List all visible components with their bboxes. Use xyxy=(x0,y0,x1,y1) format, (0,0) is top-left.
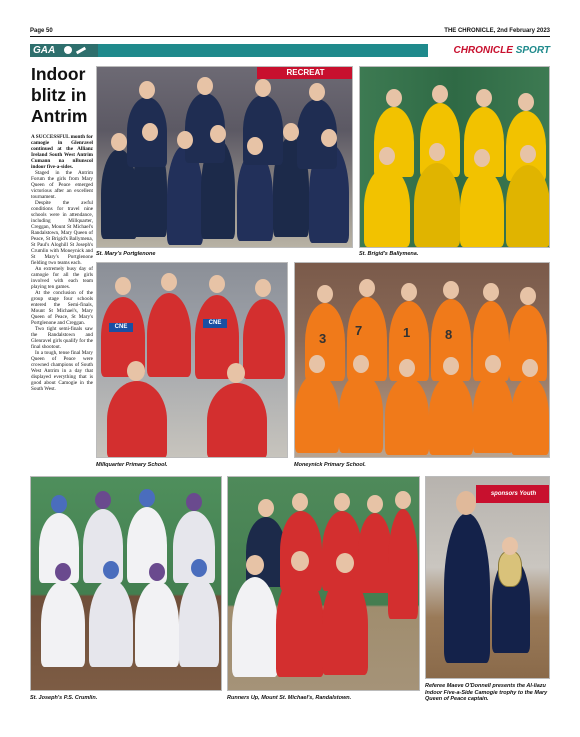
photo-portglenone xyxy=(96,66,353,248)
gaa-section-logo xyxy=(30,44,98,57)
trophy xyxy=(498,551,522,587)
headline-line: Indoor xyxy=(31,64,86,84)
article-paragraph: Staged in the Antrim Forum the girls from Mary Queen of Peace emerged victorious after an excellent tournament. xyxy=(31,170,93,200)
sponsor-banner: sponsors Youth xyxy=(476,485,550,503)
photo-crumlin xyxy=(30,476,222,691)
sliotar-icon xyxy=(64,46,72,54)
page-number: Page 50 xyxy=(30,28,53,34)
publication-date: THE CHRONICLE, 2nd February 2023 xyxy=(444,28,550,34)
article-paragraph: Despite the awful conditions for travel nine schools were in attendance, including Millquarter, Creggan, Mount St Michael's Randalstown, Mary Queen of Peace, St Brigid's Ballymena, St Paul's Aloghill St Joseph's Crumlin with Moneynick and St Mary's Portglenone fielding two teams each. xyxy=(31,200,93,266)
headline-line: blitz in xyxy=(31,85,87,105)
caption-moneynick: Moneynick Primary School. xyxy=(294,462,366,468)
section-banner-bar xyxy=(98,44,428,57)
photo-moneynick xyxy=(294,262,550,458)
photo-randalstown xyxy=(227,476,420,691)
banner-sign: RECREAT xyxy=(257,67,353,79)
article-body xyxy=(31,134,93,392)
shirt-sponsor: CNE xyxy=(203,319,227,328)
caption-randalstown: Runners Up, Mount St. Michael's, Randalstown. xyxy=(227,695,352,701)
photo-ballymena xyxy=(359,66,550,248)
article-paragraph: In a tough, tense final Mary Queen of Peace were crowned champions of South West Antrim in a day that displayed everything that is good about Camogie in the South West. xyxy=(31,350,93,392)
article-paragraph: At the conclusion of the group stage four schools entered the Semi-finals, Mount St Michael's, Mary Queen of Peace, St Mary's Portglenone and Creggan. xyxy=(31,290,93,326)
caption-crumlin: St. Joseph's P.S. Crumlin. xyxy=(30,695,98,701)
article-paragraph: Two tight semi-finals saw the Randalstown and Glenravel girls qualify for the final shootout. xyxy=(31,326,93,350)
headline-line: Antrim xyxy=(31,106,88,126)
caption-ballymena: St. Brigid's Ballymena. xyxy=(359,251,419,257)
article-lead: A SUCCESSFUL month for camogie in Glenravel continued at the Allianz Ireland South West Antrim Cumann na nBunscol indoor five-a-sides. xyxy=(31,134,93,170)
caption-millquarter: Millquarter Primary School. xyxy=(96,462,168,468)
hurley-icon xyxy=(76,47,86,55)
bib-number: 8 xyxy=(445,327,453,342)
gaa-logo-text: GAA xyxy=(33,45,55,56)
photo-referee xyxy=(425,476,550,679)
chronicle-wordmark: CHRONICLE xyxy=(453,45,513,56)
caption-portglenone: St. Mary's Portglenone xyxy=(96,251,156,257)
caption-referee: Referee Maeve O'Donnell presents the Al-liazu Indoor Five-a-Side Camogie trophy to the Mary Queen of Peace captain. xyxy=(425,683,548,702)
header-rule xyxy=(30,36,550,37)
photo-millquarter xyxy=(96,262,288,458)
sport-wordmark: SPORT xyxy=(515,45,550,56)
article-paragraph: An extremely busy day of camogie for all the girls involved with each team playing ten games. xyxy=(31,266,93,290)
bib-number: 1 xyxy=(403,325,411,340)
article-headline xyxy=(31,64,93,127)
shirt-sponsor: CNE xyxy=(109,323,133,332)
bib-number: 3 xyxy=(319,331,327,346)
chronicle-sport-logo xyxy=(432,44,550,57)
bib-number: 7 xyxy=(355,323,363,338)
